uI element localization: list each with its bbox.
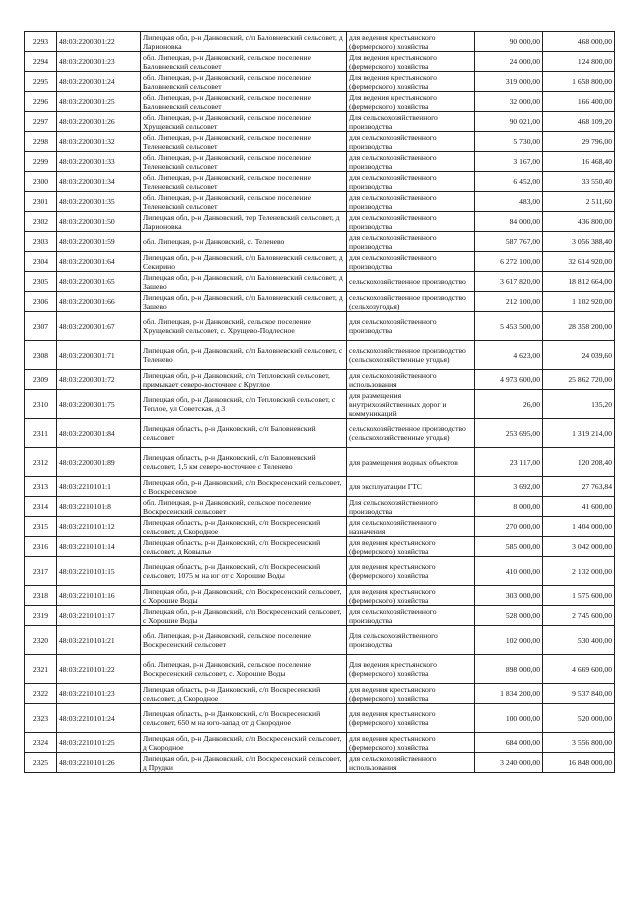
table-row [25, 192, 615, 212]
permitted-use-cell: для сельскохозяйственного производства [347, 606, 475, 626]
row-number-cell: 2318 [25, 586, 57, 606]
address-cell: Липецкая обл, р-н Данковский, с/п Воскресенский сельсовет, с Воскресенское [141, 477, 347, 497]
area-value-cell: 84 000,00 [475, 212, 543, 232]
cadastral-value-cell: 27 763,84 [543, 477, 615, 497]
area-value-cell: 587 767,00 [475, 232, 543, 252]
permitted-use-cell: Для сельскохозяйственного производства [347, 626, 475, 655]
area-value-cell: 23 117,00 [475, 448, 543, 477]
cadastral-number-cell: 48:03:2200301:25 [57, 92, 141, 112]
address-cell: Липецкая обл, р-н Данковский, с/п Тепловский сельсовет, с Теплое, ул Советская, д 3 [141, 390, 347, 419]
cadastral-value-cell: 135,20 [543, 390, 615, 419]
area-value-cell: 1 834 200,00 [475, 684, 543, 704]
cadastral-value-cell: 32 614 920,00 [543, 252, 615, 272]
area-value-cell: 24 000,00 [475, 52, 543, 72]
cadastral-value-cell: 468 000,00 [543, 32, 615, 52]
address-cell: Липецкая обл, р-н Данковский, с/п Тепловский сельсовет, примыкает северо-восточнее с Круглое [141, 370, 347, 390]
address-cell: Липецкая область, р-н Данковский, с/п Воскресенский сельсовет, 1075 м на юг от с Хорошие Воды [141, 557, 347, 586]
row-number-cell: 2299 [25, 152, 57, 172]
cadastral-value-cell: 25 862 720,00 [543, 370, 615, 390]
row-number-cell: 2295 [25, 72, 57, 92]
cadastral-number-cell: 48:03:2200301:72 [57, 370, 141, 390]
row-number-cell: 2314 [25, 497, 57, 517]
permitted-use-cell: для сельскохозяйственного назначения [347, 517, 475, 537]
row-number-cell: 2321 [25, 655, 57, 684]
cadastral-number-cell: 48:03:2200301:23 [57, 52, 141, 72]
table-row [25, 172, 615, 192]
area-value-cell: 5 730,00 [475, 132, 543, 152]
cadastral-number-cell: 48:03:2200301:59 [57, 232, 141, 252]
row-number-cell: 2317 [25, 557, 57, 586]
permitted-use-cell: для размещения внутрихозяйственных дорог и коммуникаций [347, 390, 475, 419]
cadastral-value-cell: 41 600,00 [543, 497, 615, 517]
area-value-cell: 270 000,00 [475, 517, 543, 537]
table-row [25, 497, 615, 517]
table-row [25, 557, 615, 586]
permitted-use-cell: для сельскохозяйственного производства [347, 192, 475, 212]
permitted-use-cell: Для ведения крестьянского (фермерского) хозяйства [347, 92, 475, 112]
table-row [25, 112, 615, 132]
table-row [25, 252, 615, 272]
address-cell: Липецкая обл, р-н Данковский, с/п Воскресенский сельсовет, с Хорошие Воды [141, 606, 347, 626]
row-number-cell: 2311 [25, 419, 57, 448]
address-cell: Липецкая обл, р-н Данковский, с/п Воскресенский сельсовет, д Скородное [141, 733, 347, 753]
permitted-use-cell: для ведения крестьянского (фермерского) хозяйства [347, 586, 475, 606]
table-row [25, 232, 615, 252]
area-value-cell: 26,00 [475, 390, 543, 419]
cadastral-value-cell: 24 039,60 [543, 341, 615, 370]
row-number-cell: 2306 [25, 292, 57, 312]
cadastral-number-cell: 48:03:2200301:89 [57, 448, 141, 477]
permitted-use-cell: для ведения крестьянского (фермерского) хозяйства [347, 684, 475, 704]
permitted-use-cell: для сельскохозяйственного производства [347, 252, 475, 272]
cadastral-value-cell: 33 550,40 [543, 172, 615, 192]
permitted-use-cell: для сельскохозяйственного использования [347, 370, 475, 390]
address-cell: Липецкая область, р-н Данковский, с/п Воскресенский сельсовет, д Скородное [141, 684, 347, 704]
row-number-cell: 2323 [25, 704, 57, 733]
cadastral-number-cell: 48:03:2210101:15 [57, 557, 141, 586]
address-cell: Липецкая обл, р-н Данковский, с/п Баловневский сельсовет, д Ларионовка [141, 32, 347, 52]
address-cell: Липецкая обл, р-н Данковский, тер Теленевский сельсовет, д Ларионовка [141, 212, 347, 232]
cadastral-number-cell: 48:03:2200301:26 [57, 112, 141, 132]
area-value-cell: 4 973 600,00 [475, 370, 543, 390]
area-value-cell: 100 000,00 [475, 704, 543, 733]
row-number-cell: 2313 [25, 477, 57, 497]
cadastral-value-cell: 468 109,20 [543, 112, 615, 132]
permitted-use-cell: сельскохозяйственное производство (сельскохозяйственные угодья) [347, 419, 475, 448]
address-cell: Липецкая область, р-н Данковский, с/п Воскресенский сельсовет, д Скородное [141, 517, 347, 537]
table-row [25, 341, 615, 370]
cadastral-number-cell: 48:03:2210101:12 [57, 517, 141, 537]
table-row [25, 606, 615, 626]
cadastral-value-cell: 28 358 200,00 [543, 312, 615, 341]
row-number-cell: 2302 [25, 212, 57, 232]
permitted-use-cell: для сельскохозяйственного производства [347, 312, 475, 341]
cadastral-value-cell: 2 511,60 [543, 192, 615, 212]
table-row [25, 32, 615, 52]
permitted-use-cell: для ведения крестьянского (фермерского) хозяйства [347, 557, 475, 586]
cadastral-number-cell: 48:03:2200301:65 [57, 272, 141, 292]
table-row [25, 370, 615, 390]
table-row [25, 517, 615, 537]
address-cell: обл. Липецкая, р-н Данковский, сельское поселение Теленевский сельсовет [141, 132, 347, 152]
cadastral-value-cell: 2 132 000,00 [543, 557, 615, 586]
cadastral-value-cell: 2 745 600,00 [543, 606, 615, 626]
cadastral-number-cell: 48:03:2200301:64 [57, 252, 141, 272]
cadastral-number-cell: 48:03:2210101:24 [57, 704, 141, 733]
area-value-cell: 32 000,00 [475, 92, 543, 112]
permitted-use-cell: для ведения крестьянского (фермерского) хозяйства [347, 537, 475, 557]
address-cell: Липецкая обл, р-н Данковский, с/п Баловневский сельсовет, д Зашево [141, 272, 347, 292]
row-number-cell: 2324 [25, 733, 57, 753]
permitted-use-cell: Для сельскохозяйственного производства [347, 497, 475, 517]
permitted-use-cell: Для сельскохозяйственного производства [347, 112, 475, 132]
permitted-use-cell: для ведения крестьянского (фермерского) хозяйства [347, 704, 475, 733]
land-plots-table [24, 31, 615, 773]
table-row [25, 655, 615, 684]
table-row [25, 704, 615, 733]
cadastral-value-cell: 1 102 920,00 [543, 292, 615, 312]
permitted-use-cell: сельскохозяйственное производство [347, 272, 475, 292]
address-cell: Липецкая обл, р-н Данковский, с/п Баловневский сельсовет, д Секирино [141, 252, 347, 272]
row-number-cell: 2300 [25, 172, 57, 192]
area-value-cell: 3 240 000,00 [475, 753, 543, 773]
table-row [25, 448, 615, 477]
cadastral-value-cell: 1 319 214,00 [543, 419, 615, 448]
table-row [25, 753, 615, 773]
row-number-cell: 2315 [25, 517, 57, 537]
row-number-cell: 2312 [25, 448, 57, 477]
area-value-cell: 8 000,00 [475, 497, 543, 517]
area-value-cell: 898 000,00 [475, 655, 543, 684]
cadastral-value-cell: 436 800,00 [543, 212, 615, 232]
cadastral-number-cell: 48:03:2200301:24 [57, 72, 141, 92]
row-number-cell: 2309 [25, 370, 57, 390]
table-row [25, 52, 615, 72]
area-value-cell: 6 452,00 [475, 172, 543, 192]
cadastral-number-cell: 48:03:2200301:84 [57, 419, 141, 448]
permitted-use-cell: сельскохозяйственное производство (сельскохозяйственные угодья) [347, 341, 475, 370]
area-value-cell: 6 272 100,00 [475, 252, 543, 272]
area-value-cell: 684 000,00 [475, 733, 543, 753]
permitted-use-cell: для сельскохозяйственного производства [347, 172, 475, 192]
cadastral-number-cell: 48:03:2200301:22 [57, 32, 141, 52]
cadastral-value-cell: 1 575 600,00 [543, 586, 615, 606]
permitted-use-cell: для ведения крестьянского (фермерского) хозяйства [347, 32, 475, 52]
address-cell: Липецкая область, р-н Данковский, с/п Воскресенский сельсовет, 650 м на юго-запад от д Скородное [141, 704, 347, 733]
area-value-cell: 585 000,00 [475, 537, 543, 557]
address-cell: обл. Липецкая, р-н Данковский, сельское поселение Баловневский сельсовет [141, 72, 347, 92]
address-cell: обл. Липецкая, р-н Данковский, сельское поселение Теленевский сельсовет [141, 192, 347, 212]
table-row [25, 684, 615, 704]
cadastral-number-cell: 48:03:2200301:50 [57, 212, 141, 232]
address-cell: обл. Липецкая, р-н Данковский, с. Теленево [141, 232, 347, 252]
table-body [25, 32, 615, 773]
permitted-use-cell: для сельскохозяйственного производства [347, 232, 475, 252]
area-value-cell: 90 021,00 [475, 112, 543, 132]
table-row [25, 586, 615, 606]
cadastral-number-cell: 48:03:2200301:67 [57, 312, 141, 341]
table-row [25, 419, 615, 448]
cadastral-value-cell: 124 800,00 [543, 52, 615, 72]
address-cell: обл. Липецкая, р-н Данковский, сельское поселение Воскресенский сельсовет [141, 626, 347, 655]
table-row [25, 537, 615, 557]
permitted-use-cell: для сельскохозяйственного производства [347, 132, 475, 152]
area-value-cell: 528 000,00 [475, 606, 543, 626]
area-value-cell: 253 695,00 [475, 419, 543, 448]
area-value-cell: 3 617 820,00 [475, 272, 543, 292]
row-number-cell: 2304 [25, 252, 57, 272]
cadastral-value-cell: 1 404 000,00 [543, 517, 615, 537]
address-cell: Липецкая обл, р-н Данковский, с/п Воскресенский сельсовет, с Хорошие Воды [141, 586, 347, 606]
area-value-cell: 3 167,00 [475, 152, 543, 172]
area-value-cell: 5 453 500,00 [475, 312, 543, 341]
row-number-cell: 2294 [25, 52, 57, 72]
cadastral-value-cell: 1 658 800,00 [543, 72, 615, 92]
table-row [25, 312, 615, 341]
area-value-cell: 483,00 [475, 192, 543, 212]
cadastral-number-cell: 48:03:2210101:8 [57, 497, 141, 517]
row-number-cell: 2303 [25, 232, 57, 252]
permitted-use-cell: сельскохозяйственное производство (сельхозугодья) [347, 292, 475, 312]
cadastral-value-cell: 29 796,00 [543, 132, 615, 152]
address-cell: Липецкая обл, р-н Данковский, с/п Воскресенский сельсовет, д Прудки [141, 753, 347, 773]
cadastral-number-cell: 48:03:2210101:14 [57, 537, 141, 557]
cadastral-number-cell: 48:03:2210101:1 [57, 477, 141, 497]
table-row [25, 626, 615, 655]
table-row [25, 272, 615, 292]
address-cell: обл. Липецкая, р-н Данковский, сельское поселение Воскресенский сельсовет, с. Хорошие Воды [141, 655, 347, 684]
cadastral-number-cell: 48:03:2200301:75 [57, 390, 141, 419]
cadastral-value-cell: 16 468,40 [543, 152, 615, 172]
cadastral-number-cell: 48:03:2210101:22 [57, 655, 141, 684]
cadastral-value-cell: 18 812 664,00 [543, 272, 615, 292]
row-number-cell: 2296 [25, 92, 57, 112]
cadastral-number-cell: 48:03:2210101:16 [57, 586, 141, 606]
cadastral-number-cell: 48:03:2200301:35 [57, 192, 141, 212]
row-number-cell: 2325 [25, 753, 57, 773]
table-row [25, 72, 615, 92]
address-cell: обл. Липецкая, р-н Данковский, сельское поселение Хрущевский сельсовет, с. Хрущево-Подлесное [141, 312, 347, 341]
table-row [25, 152, 615, 172]
address-cell: обл. Липецкая, р-н Данковский, сельское поселение Баловневский сельсовет [141, 92, 347, 112]
row-number-cell: 2305 [25, 272, 57, 292]
document-page [24, 31, 614, 773]
row-number-cell: 2301 [25, 192, 57, 212]
address-cell: Липецкая область, р-н Данковский, с/п Баловневский сельсовет, 1,5 км северо-восточнее с Теленево [141, 448, 347, 477]
permitted-use-cell: для сельскохозяйственного использования [347, 753, 475, 773]
cadastral-value-cell: 4 669 600,00 [543, 655, 615, 684]
row-number-cell: 2316 [25, 537, 57, 557]
cadastral-value-cell: 3 056 388,40 [543, 232, 615, 252]
address-cell: Липецкая обл, р-н Данковский, с/п Баловневский сельсовет, с Теленево [141, 341, 347, 370]
permitted-use-cell: для сельскохозяйственного производства [347, 152, 475, 172]
cadastral-number-cell: 48:03:2210101:25 [57, 733, 141, 753]
address-cell: обл. Липецкая, р-н Данковский, сельское поселение Теленевский сельсовет [141, 152, 347, 172]
cadastral-value-cell: 530 400,00 [543, 626, 615, 655]
area-value-cell: 90 000,00 [475, 32, 543, 52]
area-value-cell: 3 692,00 [475, 477, 543, 497]
cadastral-value-cell: 520 000,00 [543, 704, 615, 733]
cadastral-value-cell: 3 042 000,00 [543, 537, 615, 557]
row-number-cell: 2308 [25, 341, 57, 370]
address-cell: обл. Липецкая, р-н Данковский, сельское поселение Хрущевский сельсовет [141, 112, 347, 132]
row-number-cell: 2307 [25, 312, 57, 341]
row-number-cell: 2322 [25, 684, 57, 704]
cadastral-number-cell: 48:03:2200301:34 [57, 172, 141, 192]
row-number-cell: 2310 [25, 390, 57, 419]
cadastral-value-cell: 120 208,40 [543, 448, 615, 477]
area-value-cell: 4 623,00 [475, 341, 543, 370]
cadastral-number-cell: 48:03:2210101:23 [57, 684, 141, 704]
cadastral-number-cell: 48:03:2210101:26 [57, 753, 141, 773]
row-number-cell: 2298 [25, 132, 57, 152]
area-value-cell: 212 100,00 [475, 292, 543, 312]
cadastral-value-cell: 16 848 000,00 [543, 753, 615, 773]
cadastral-value-cell: 9 537 840,00 [543, 684, 615, 704]
table-row [25, 292, 615, 312]
cadastral-value-cell: 3 556 800,00 [543, 733, 615, 753]
row-number-cell: 2293 [25, 32, 57, 52]
cadastral-number-cell: 48:03:2200301:32 [57, 132, 141, 152]
table-row [25, 92, 615, 112]
table-row [25, 132, 615, 152]
cadastral-number-cell: 48:03:2200301:66 [57, 292, 141, 312]
address-cell: Липецкая область, р-н Данковский, с/п Баловневский сельсовет [141, 419, 347, 448]
address-cell: обл. Липецкая, р-н Данковский, сельское поселение Теленевский сельсовет [141, 172, 347, 192]
address-cell: обл. Липецкая, р-н Данковский, сельское поселение Баловневский сельсовет [141, 52, 347, 72]
cadastral-number-cell: 48:03:2210101:17 [57, 606, 141, 626]
table-row [25, 212, 615, 232]
permitted-use-cell: для ведения крестьянского (фермерского) хозяйства [347, 733, 475, 753]
permitted-use-cell: для размещения водных объектов [347, 448, 475, 477]
row-number-cell: 2297 [25, 112, 57, 132]
permitted-use-cell: Для ведения крестьянского (фермерского) хозяйства [347, 655, 475, 684]
row-number-cell: 2320 [25, 626, 57, 655]
area-value-cell: 102 000,00 [475, 626, 543, 655]
area-value-cell: 319 000,00 [475, 72, 543, 92]
permitted-use-cell: для эксплуатации ГТС [347, 477, 475, 497]
cadastral-number-cell: 48:03:2210101:21 [57, 626, 141, 655]
cadastral-value-cell: 166 400,00 [543, 92, 615, 112]
address-cell: обл. Липецкая, р-н Данковский, сельское поселение Воскресенский сельсовет [141, 497, 347, 517]
cadastral-number-cell: 48:03:2200301:71 [57, 341, 141, 370]
permitted-use-cell: Для ведения крестьянского (фермерского) хозяйства [347, 52, 475, 72]
area-value-cell: 303 000,00 [475, 586, 543, 606]
address-cell: Липецкая область, р-н Данковский, с/п Воскресенский сельсовет, д Ковылье [141, 537, 347, 557]
row-number-cell: 2319 [25, 606, 57, 626]
table-row [25, 733, 615, 753]
address-cell: Липецкая обл, р-н Данковский, с/п Баловневский сельсовет, д Зашево [141, 292, 347, 312]
cadastral-number-cell: 48:03:2200301:33 [57, 152, 141, 172]
permitted-use-cell: для сельскохозяйственного производства [347, 212, 475, 232]
table-row [25, 477, 615, 497]
permitted-use-cell: Для ведения крестьянского (фермерского) хозяйства [347, 72, 475, 92]
area-value-cell: 410 000,00 [475, 557, 543, 586]
table-row [25, 390, 615, 419]
